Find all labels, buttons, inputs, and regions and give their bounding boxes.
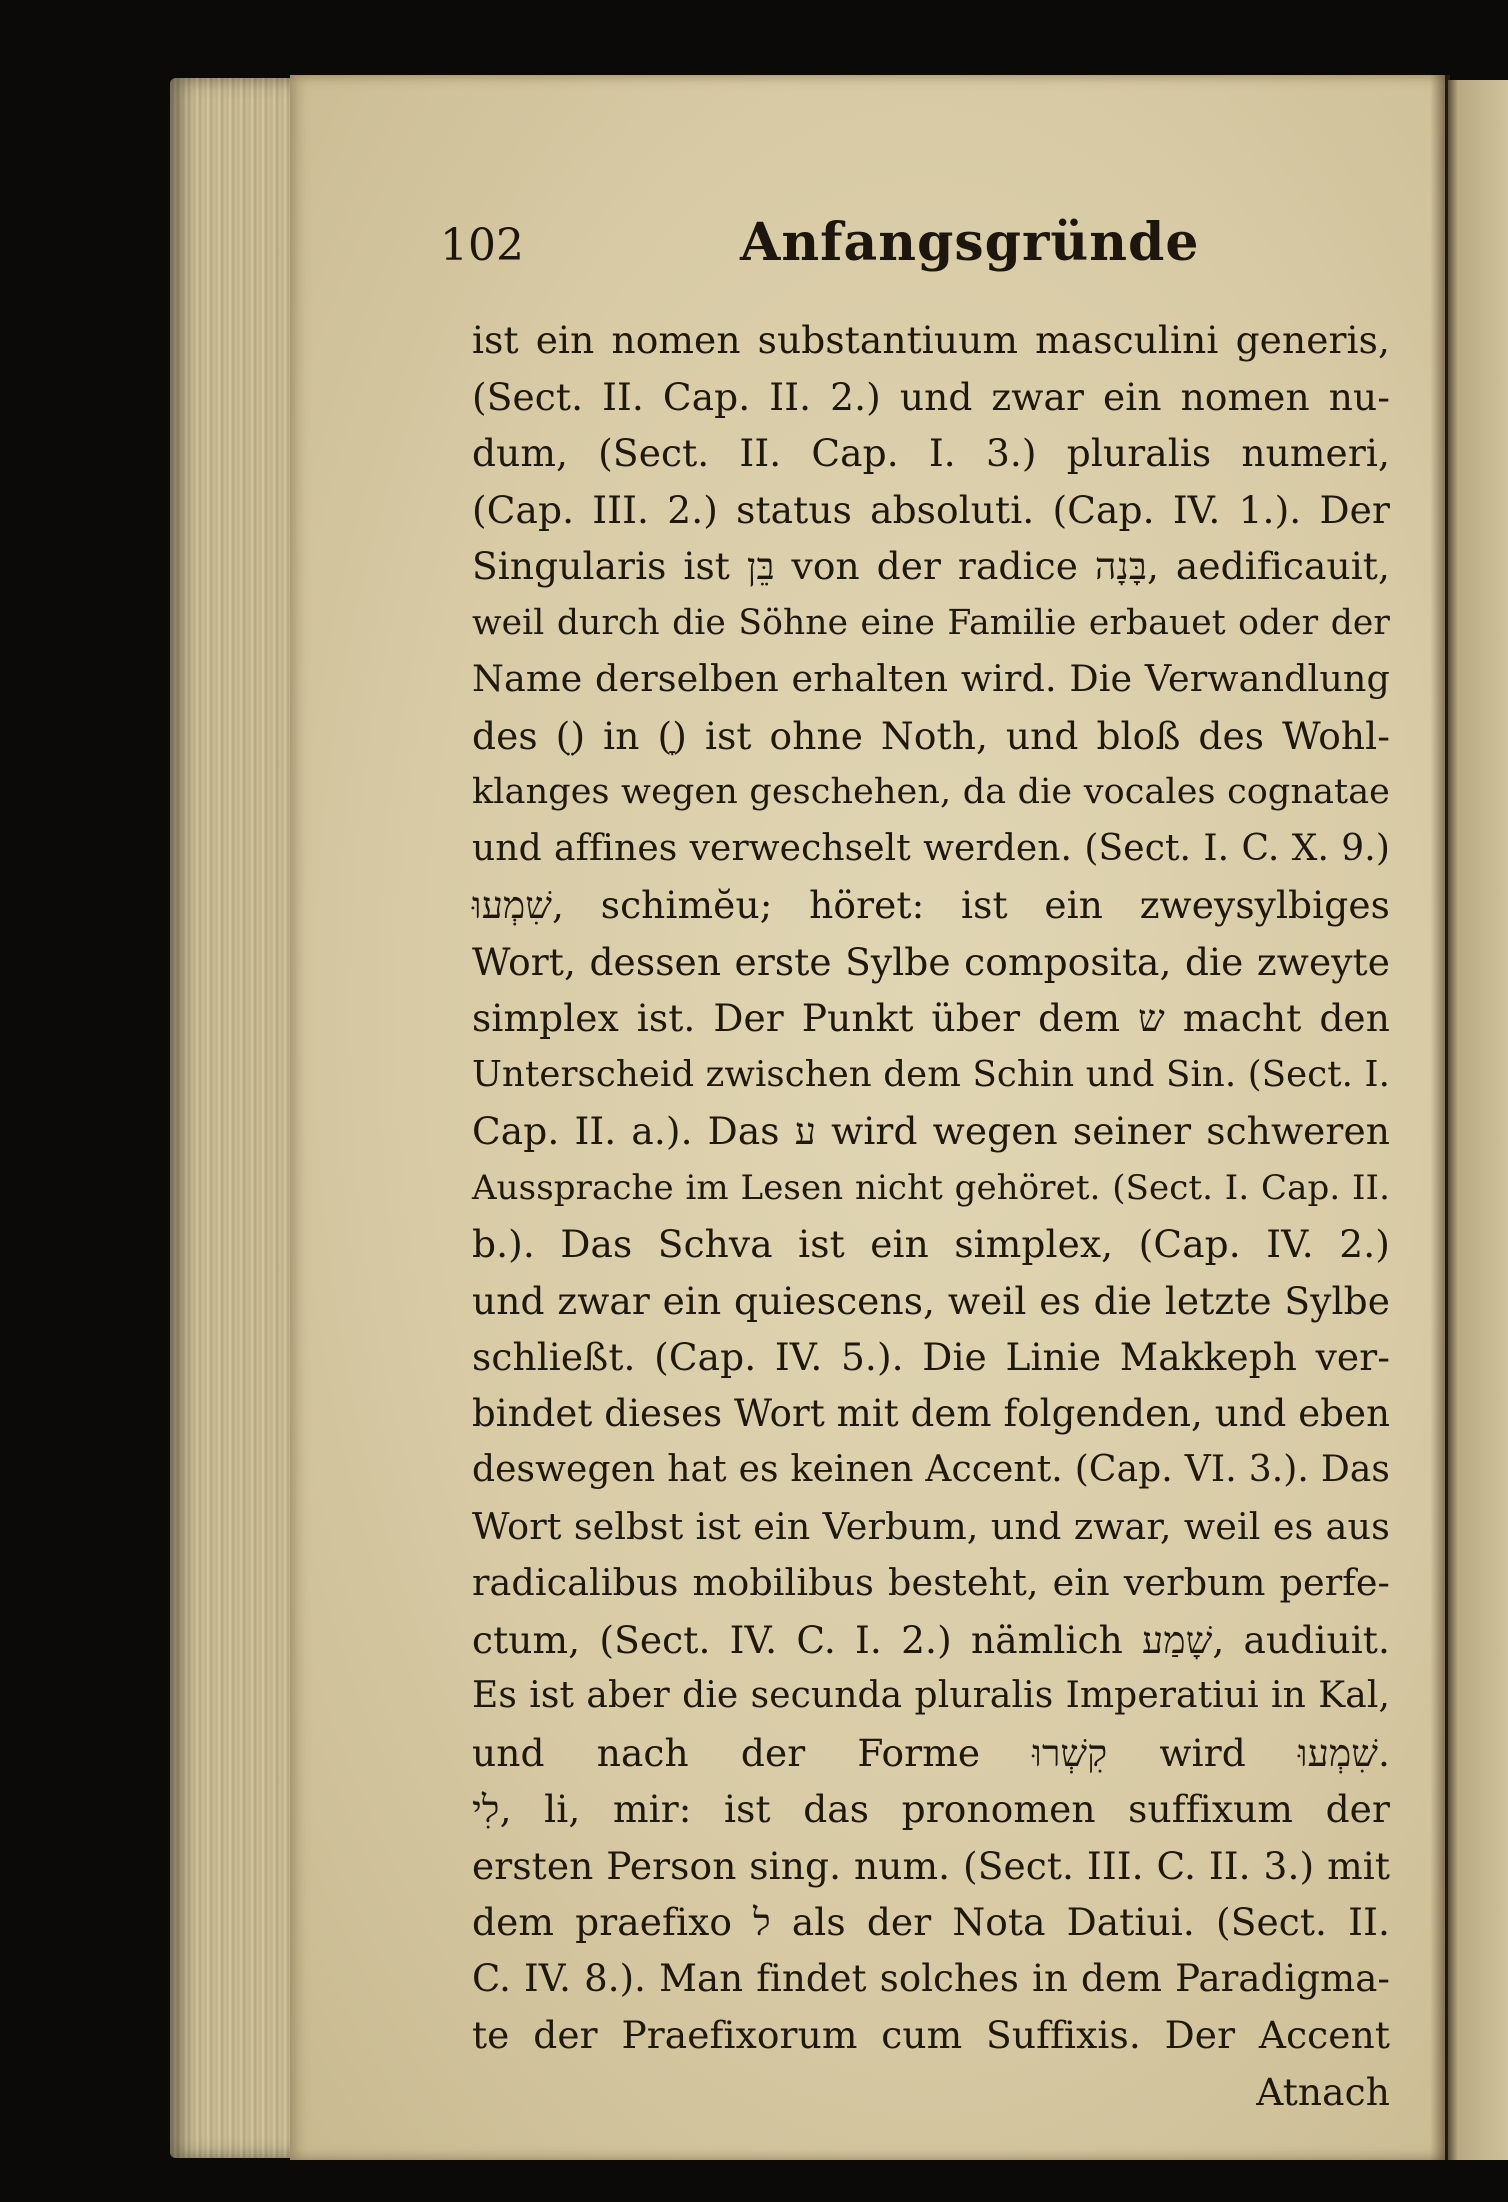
text-line: Unterscheid zwischen dem Schin und Sin. (Sect. I. (472, 1053, 1390, 1095)
text-line: und zwar ein quiescens, weil es die letzte Sylbe (472, 1278, 1390, 1323)
text-line: te der Praefixorum cum Suffixis. Der Accent (472, 2013, 1390, 2057)
page-number: 102 (440, 220, 524, 271)
text-line: Cap. II. a.). Das ע wird wegen seiner schweren (472, 1109, 1390, 1153)
text-line: des (ֵ) in (ָ) ist ohne Noth, und bloß des Wohl- (472, 713, 1390, 758)
text-line: Wort, dessen erste Sylbe composita, die zweyte (472, 939, 1390, 984)
text-line: und nach der Forme קִשְׁרוּ wird שִׁמְעוּ. (472, 1730, 1390, 1775)
text-line: (Sect. II. Cap. II. 2.) und zwar ein nomen nu- (472, 374, 1390, 419)
catchword: Atnach (1256, 2069, 1390, 2114)
page-gutter (1430, 75, 1450, 2160)
text-line: simplex ist. Der Punkt über dem ש macht den (472, 996, 1390, 1040)
text-line: Wort selbst ist ein Verbum, und zwar, weil es aus (472, 1504, 1390, 1548)
text-line: klanges wegen geschehen, da die vocales cognatae (472, 772, 1390, 812)
page-text (472, 312, 1390, 2120)
text-line: radicalibus mobilibus besteht, ein verbum perfe- (472, 1561, 1390, 1604)
text-line: Aussprache im Lesen nicht gehöret. (Sect. I. Cap. II. (472, 1167, 1390, 1208)
text-line: dem praefixo ל als der Nota Datiui. (Sect. II. (472, 1900, 1390, 1944)
text-line: deswegen hat es keinen Accent. (Cap. VI. 3.). Das (472, 1449, 1390, 1490)
text-line: (Cap. III. 2.) status absoluti. (Cap. IV. 1.). Der (472, 487, 1390, 532)
text-line: ctum, (Sect. IV. C. I. 2.) nämlich שָׁמַע, audiuit. (472, 1617, 1390, 1662)
text-line: שִׁמְעוּ, schimĕu; höret: ist ein zweysylbiges (472, 883, 1390, 927)
text-line: b.). Das Schva ist ein simplex, (Cap. IV. 2.) (472, 1222, 1390, 1266)
text-line: Name derselben erhalten wird. Die Verwandlung (472, 657, 1390, 700)
running-title: Anfangsgründe (740, 212, 1200, 273)
page-header (440, 212, 1400, 282)
facing-page-edge (1448, 80, 1508, 2160)
text-line: schließt. (Cap. IV. 5.). Die Linie Makkeph ver- (472, 1335, 1390, 1379)
text-line: und affines verwechselt werden. (Sect. I. C. X. 9.) (472, 827, 1390, 869)
text-line: Singularis ist בֵּן von der radice בָּנָה, aedificauit, (472, 544, 1390, 588)
text-line: bindet dieses Wort mit dem folgenden, und eben (472, 1391, 1390, 1435)
text-line: ist ein nomen substantiuum masculini generis, (472, 318, 1390, 362)
text-line: C. IV. 8.). Man findet solches in dem Paradigma- (472, 1956, 1390, 2000)
text-line: weil durch die Söhne eine Familie erbauet oder der (472, 602, 1390, 643)
text-line: ersten Person sing. num. (Sect. III. C. II. 3.) mit (472, 1843, 1390, 1888)
text-line: dum, (Sect. II. Cap. I. 3.) pluralis numeri, (472, 431, 1390, 475)
text-line: לִי, li, mir: ist das pronomen suffixum der (472, 1787, 1390, 1831)
text-line: Es ist aber die secunda pluralis Imperatiui in Kal, (472, 1675, 1390, 1716)
